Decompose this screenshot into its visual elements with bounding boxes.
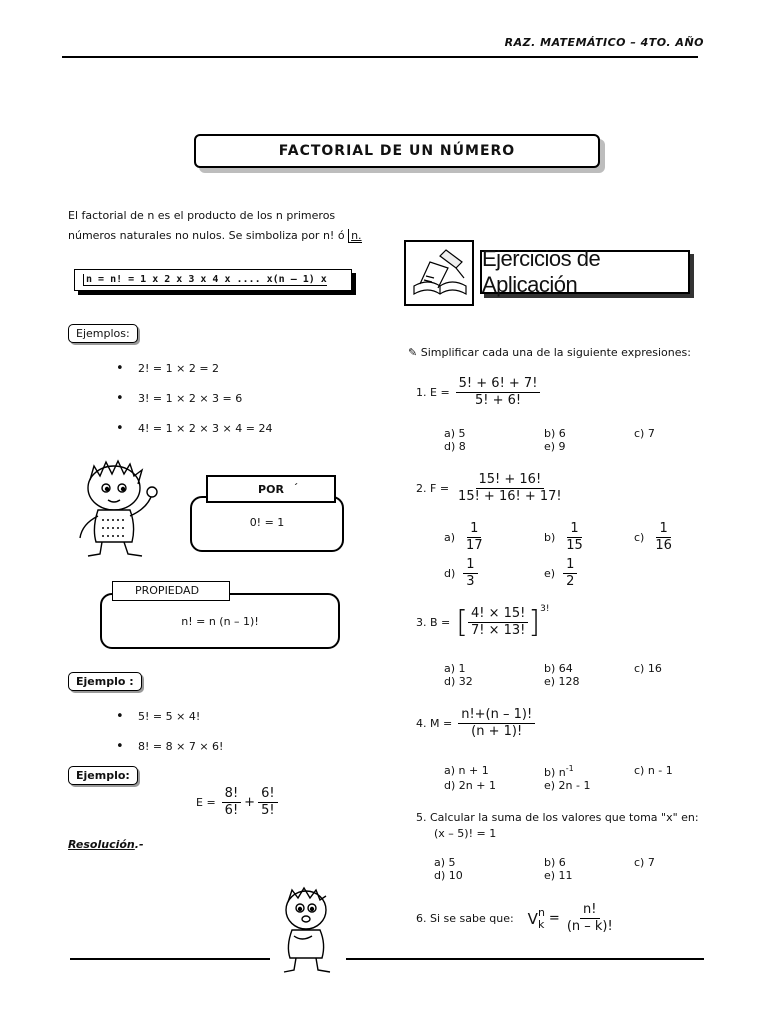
cartoon-kid-icon [272,886,342,974]
resolucion-text: Resolución [68,838,135,851]
exponent: 3! [540,604,550,614]
fraction-numerator: 1 [563,557,577,574]
problem-3-options [444,662,662,688]
problem-1-options [444,427,655,453]
fraction-denominator: 15 [566,538,583,553]
fraction-denominator: (n – k)! [566,919,613,934]
problem-1 [416,376,540,409]
fraction [463,521,486,554]
fraction-denominator: 2 [566,574,575,589]
list-item: • 2! = 1 × 2 = 2 [116,362,272,375]
ejercicios-icon-box [404,240,474,306]
propiedad-content: n! = n (n – 1)! [181,615,259,628]
fraction-denominator: 16 [655,538,672,553]
problem-2-option-a [444,521,486,554]
option: e) 11 [544,869,573,882]
list-item: • 8! = 8 × 7 × 6! [116,740,223,753]
option: e) 128 [544,675,580,688]
option: d) 8 [444,440,466,453]
fraction-numerator: n!+(n – 1)! [458,707,535,724]
fraction-denominator: 15! + 16! + 17! [458,489,562,504]
lower-index: k [537,917,545,931]
ejemplos-tag: Ejemplos: [68,324,138,343]
resolucion-label [68,838,144,851]
superscript: -1 [565,764,574,773]
fraction [455,472,565,505]
section-banner: FACTORIAL DE UN NÚMERO [194,134,600,168]
fraction-denominator: 6! [224,803,239,818]
por-box-content: 0! = 1 [249,516,285,529]
option-letter: a) [444,531,456,544]
option: a) 5 [444,427,466,440]
fraction-numerator: 8! [222,786,241,803]
option: c) 16 [634,662,662,675]
equals-sign: = [548,911,560,926]
upper-index: n [537,905,545,919]
problem-2-option-d [444,557,478,590]
fraction-denominator: 7! × 13! [470,623,526,638]
intro-line-2: números naturales no nulos. Se simboliza por n! ó [68,229,349,242]
intro-line-1: El factorial de n es el producto de los n primeros [68,209,336,222]
fraction-denominator: 5! [261,803,275,818]
option: e) 2n - 1 [544,778,591,792]
variation-indices [538,907,545,931]
option-letter: e) [544,567,556,580]
fraction [258,786,277,819]
por-box-mark: ´ [293,483,298,494]
fraction [468,606,528,639]
option: b) 64 [544,662,573,675]
page-header-title: RAZ. MATEMÁTICO – 4TO. AÑO [504,36,704,49]
option: a) 5 [434,856,456,869]
fraction-numerator: 5! + 6! + 7! [456,376,541,393]
problem-label: 6. Si se sabe que: [416,912,514,925]
fraction [456,376,541,409]
cartoon-boy-thinking-icon [72,458,164,560]
option: c) 7 [634,856,655,869]
option: a) 1 [444,662,466,675]
option-letter: c) [634,531,645,544]
list-item: • 3! = 1 × 2 × 3 = 6 [116,392,272,405]
fraction [458,707,535,740]
fraction-numerator: 1 [567,521,581,538]
option: b) 6 [544,856,566,869]
problem-6 [416,902,616,935]
option: a) n + 1 [444,764,489,777]
ejemplo-list [116,710,223,753]
definition-formula: n = n! = 1 x 2 x 3 x 4 x .... x(n – 1) x [83,274,327,286]
fraction-denominator: 3 [466,574,475,589]
problem-label: 4. M = [416,717,453,730]
problem-5-options [434,856,655,882]
fraction-denominator: 17 [466,538,483,553]
fraction-numerator: 1 [463,557,477,574]
propiedad-label: PROPIEDAD [112,581,230,601]
propiedad-box [100,593,340,649]
list-item: • 5! = 5 × 4! [116,710,223,723]
fraction-denominator: (n + 1)! [471,724,523,739]
problem-2-option-b [544,521,586,554]
option: d) 32 [444,675,473,688]
fraction-numerator: 1 [467,521,481,538]
ejemplo-tag-2: Ejemplo: [68,766,138,785]
footer-rule-right [346,958,704,960]
option-letter: b) [544,531,556,544]
ejercicios-title: Ejercicios de Aplicación [480,250,690,294]
fraction [463,557,477,590]
por-box-header [206,475,336,503]
resolucion-suffix: .- [134,838,144,851]
ejemplo-expression [196,786,278,819]
option-text: b) n [544,765,566,779]
ejemplos-list [116,362,272,435]
list-item: • 4! = 1 × 2 × 3 × 4 = 24 [116,422,272,435]
ejercicios-instruction: ✎ Simplificar cada una de la siguiente expresiones: [408,346,691,359]
intro-symbol: n. [348,229,361,243]
ejemplo-expression-prefix: E = [196,796,216,809]
problem-label: 3. B = [416,616,451,629]
problem-5-line-1: 5. Calcular la suma de los valores que toma "x" en: [416,811,699,824]
option: b) 6 [544,427,566,440]
ejemplo-tag: Ejemplo : [68,672,142,691]
fraction-numerator: 4! × 15! [468,606,528,623]
problem-2-option-e [544,557,577,590]
option-letter: d) [444,567,456,580]
por-box [190,496,344,552]
option: d) 2n + 1 [444,778,496,792]
fraction [563,521,586,554]
right-bracket: ] [528,604,541,640]
problem-4-options [444,764,673,792]
variation-symbol: V [527,909,538,928]
book-and-pen-icon [406,242,472,304]
fraction-numerator: 1 [656,521,670,538]
problem-2-option-c [634,521,675,554]
fraction-numerator: 6! [258,786,277,803]
header-rule [62,56,698,58]
fraction [652,521,675,554]
option: d) 10 [434,869,463,882]
left-bracket: [ [456,604,468,640]
fraction-denominator: 5! + 6! [474,393,522,408]
problem-label: 2. F = [416,482,450,495]
por-box-label: POR [258,482,284,496]
fraction-numerator: 15! + 16! [476,472,545,489]
problem-2 [416,472,565,505]
problem-3 [416,606,549,639]
footer-rule-left [70,958,270,960]
problem-4 [416,707,535,740]
fraction [222,786,241,819]
plus-sign: + [244,795,256,810]
fraction [564,902,616,935]
problem-label: 1. E = [416,386,450,399]
intro-paragraph [68,206,362,246]
fraction [563,557,577,590]
option: e) 9 [544,440,566,453]
fraction-numerator: n! [580,902,599,919]
option: c) n - 1 [634,764,673,777]
problem-5 [416,810,706,842]
problem-5-line-2: (x – 5)! = 1 [434,827,497,840]
option: c) 7 [634,427,655,440]
option [544,764,634,779]
definition-formula-box [74,269,352,291]
